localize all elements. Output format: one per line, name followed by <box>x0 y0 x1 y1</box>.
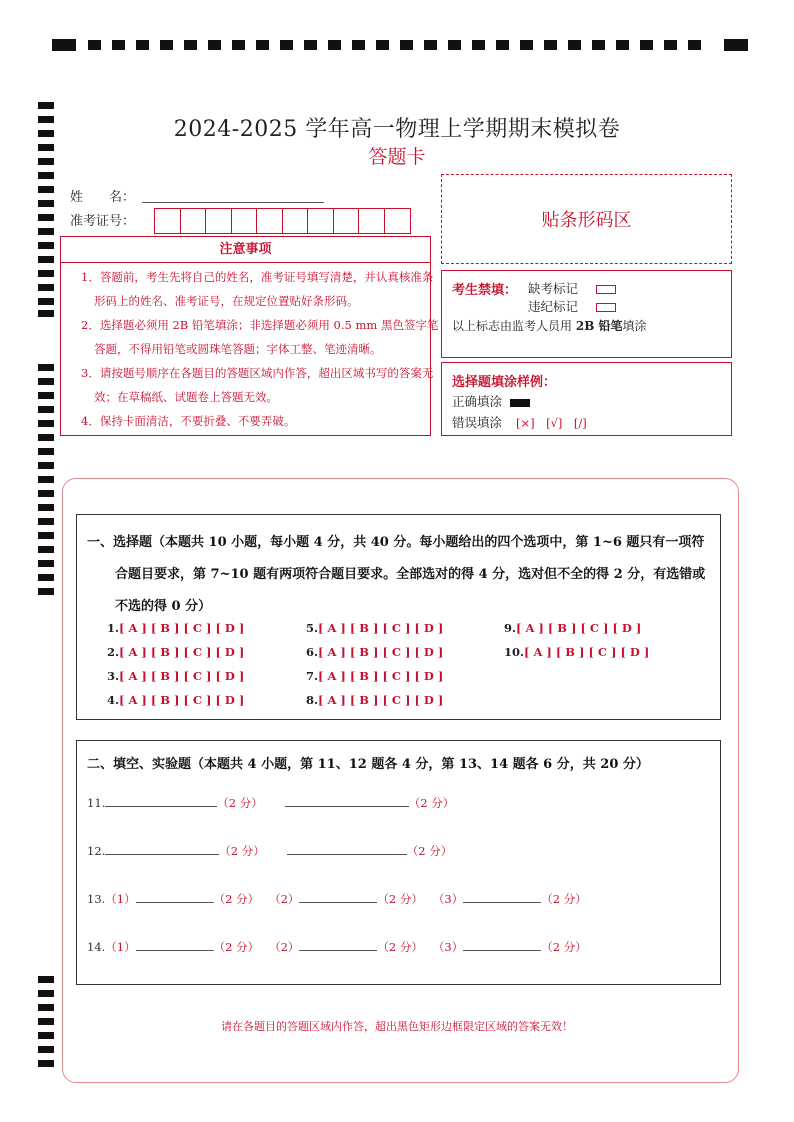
question-4[interactable] <box>107 693 244 707</box>
correct-fill-label: 正确填涂 <box>452 394 503 409</box>
id-digit-box[interactable] <box>385 209 411 233</box>
question-2[interactable] <box>107 645 244 659</box>
barcode-area <box>441 174 732 264</box>
id-digit-box[interactable] <box>308 209 334 233</box>
footer-warning: 请在各题目的答题区域内作答，超出黑色矩形边框限定区域的答案无效！ <box>221 1020 573 1033</box>
answer-options[interactable]: [ A ] [ B ] [ C ] [ D ] <box>119 693 245 707</box>
answer-options[interactable]: [ A ] [ B ] [ C ] [ D ] <box>318 669 444 683</box>
proctor-note-prefix: 以上标志由监考人员用 <box>452 319 573 333</box>
exam-id-boxes[interactable] <box>154 208 411 234</box>
question-number: 14. <box>87 940 106 954</box>
wrong-fill-row <box>452 413 587 431</box>
answer-options[interactable]: [ A ] [ B ] [ C ] [ D ] <box>318 645 444 659</box>
section-choice-text: 一、选择题（本题共 10 小题，每小题 4 分，共 40 分。每小题给出的四个选项中，第 1~6 题只有一项符合题目要求，第 7~10 题有两项符合题目要求。全部选对的得 4 分，选对但不全的得 2 分，有选错或不选的得 0 分） <box>87 535 706 614</box>
timing-marks-top <box>50 38 750 52</box>
points-label: （2 分） <box>377 892 423 906</box>
points-label: （2 分） <box>408 796 455 810</box>
absent-mark-row <box>528 279 616 297</box>
points-label: （2 分） <box>377 940 423 954</box>
notice-box <box>60 236 439 436</box>
id-digit-box[interactable] <box>283 209 309 233</box>
correct-fill-row <box>452 392 530 410</box>
answer-blank[interactable] <box>299 901 377 903</box>
fill-sample-title: 选择题填涂样例： <box>452 375 557 390</box>
answer-blank[interactable] <box>287 853 407 855</box>
question-9[interactable] <box>504 621 641 635</box>
proctor-only-label: 考生禁填： <box>452 283 518 298</box>
part-label: （2） <box>269 892 300 906</box>
points-label: （2 分） <box>219 844 265 858</box>
notice-item: 3．请按题号顺序在各题目的答题区域内作答，超出区域书写的答案无效；在草稿纸、试题卷上答题无效。 <box>81 366 434 404</box>
answer-options[interactable]: [ A ] [ B ] [ C ] [ D ] <box>516 621 642 635</box>
answer-blank[interactable] <box>285 805 409 807</box>
answer-options[interactable]: [ A ] [ B ] [ C ] [ D ] <box>119 645 245 659</box>
notice-title: 注意事项 <box>61 237 430 263</box>
question-number: 2. <box>107 645 120 659</box>
question-number: 6. <box>306 645 319 659</box>
id-digit-box[interactable] <box>181 209 207 233</box>
answer-options[interactable]: [ A ] [ B ] [ C ] [ D ] <box>524 645 650 659</box>
notice-item: 1．答题前，考生先将自己的姓名，准考证号填写清楚，并认真核准条形码上的姓名、准考证号，在规定位置贴好条形码。 <box>81 270 434 308</box>
part-label: （1） <box>105 940 136 954</box>
answer-blank[interactable] <box>136 901 214 903</box>
page-title: 2024-2025 学年高一物理上学期期末模拟卷 <box>173 117 621 142</box>
proctor-note-suffix: 填涂 <box>622 319 647 333</box>
correct-fill-mark <box>510 399 530 407</box>
points-label: （2 分） <box>217 796 263 810</box>
points-label: （2 分） <box>541 892 587 906</box>
question-number: 11. <box>87 796 106 810</box>
answer-options[interactable]: [ A ] [ B ] [ C ] [ D ] <box>318 621 444 635</box>
name-field[interactable] <box>142 202 324 203</box>
page-subtitle: 答题卡 <box>368 146 426 168</box>
question-number: 12. <box>87 844 106 858</box>
answer-blank[interactable] <box>136 949 214 951</box>
question-number: 7. <box>306 669 319 683</box>
timing-marks-left-middle <box>38 364 56 600</box>
answer-options[interactable]: [ A ] [ B ] [ C ] [ D ] <box>119 621 245 635</box>
question-13-row <box>87 891 587 907</box>
question-11-row <box>87 795 454 811</box>
question-number: 4. <box>107 693 120 707</box>
exam-id-label: 准考证号： <box>70 214 136 229</box>
violation-mark-row <box>528 297 616 315</box>
question-number: 5. <box>306 621 319 635</box>
question-number: 13. <box>87 892 106 906</box>
violation-mark-box[interactable] <box>596 303 616 312</box>
question-6[interactable] <box>306 645 443 659</box>
answer-blank[interactable] <box>105 853 219 855</box>
fill-sample-box <box>441 362 732 436</box>
points-label: （2 分） <box>406 844 453 858</box>
absent-mark-label: 缺考标记 <box>528 281 579 296</box>
wrong-fill-marks: [×] [√] [/] <box>516 416 587 430</box>
answer-options[interactable]: [ A ] [ B ] [ C ] [ D ] <box>119 669 245 683</box>
question-number: 9. <box>504 621 517 635</box>
question-10[interactable] <box>504 645 649 659</box>
barcode-label: 贴条形码区 <box>541 210 632 231</box>
part-label: （3） <box>432 892 464 906</box>
question-8[interactable] <box>306 693 443 707</box>
question-7[interactable] <box>306 669 443 683</box>
points-label: （2 分） <box>541 940 587 954</box>
answer-blank[interactable] <box>105 805 217 807</box>
answer-blank[interactable] <box>463 949 541 951</box>
section-fill-in-heading: 二、填空、实验题（本题共 4 小题，第 11、12 题各 4 分，第 13、14 题各 6 分，共 20 分） <box>87 757 649 772</box>
notice-item: 2．选择题必须用 2B 铅笔填涂；非选择题必须用 0.5 mm 黑色签字笔答题，不得用铅笔或圆珠笔答题；字体工整、笔迹清晰。 <box>81 318 439 356</box>
wrong-fill-label: 错误填涂 <box>452 415 503 430</box>
proctor-note-pencil: 2B 铅笔 <box>575 319 623 333</box>
absent-mark-box[interactable] <box>596 285 616 294</box>
part-label: （2） <box>269 940 300 954</box>
question-number: 3. <box>107 669 120 683</box>
question-5[interactable] <box>306 621 443 635</box>
name-label: 姓 名： <box>70 190 136 205</box>
question-number: 10. <box>504 645 525 659</box>
question-14-row <box>87 939 587 955</box>
question-1[interactable] <box>107 621 244 635</box>
section-choice <box>76 514 721 720</box>
violation-mark-label: 违纪标记 <box>528 299 579 314</box>
section-fill-in <box>76 740 721 985</box>
answer-blank[interactable] <box>463 901 541 903</box>
points-label: （2 分） <box>213 892 260 906</box>
id-digit-box[interactable] <box>334 209 360 233</box>
answer-blank[interactable] <box>299 949 377 951</box>
proctor-only-box <box>441 270 732 358</box>
part-label: （1） <box>105 892 136 906</box>
id-digit-box[interactable] <box>257 209 283 233</box>
question-12-row <box>87 843 452 859</box>
question-number: 1. <box>107 621 120 635</box>
id-digit-box[interactable] <box>155 209 181 233</box>
question-number: 8. <box>306 693 319 707</box>
section-choice-heading <box>87 527 717 623</box>
part-label: （3） <box>432 940 464 954</box>
notice-list <box>67 265 439 433</box>
question-3[interactable] <box>107 669 244 683</box>
answer-options[interactable]: [ A ] [ B ] [ C ] [ D ] <box>318 693 444 707</box>
points-label: （2 分） <box>213 940 260 954</box>
id-digit-box[interactable] <box>359 209 385 233</box>
id-digit-box[interactable] <box>206 209 232 233</box>
id-digit-box[interactable] <box>232 209 258 233</box>
notice-item: 4．保持卡面清洁，不要折叠、不要弄破。 <box>81 414 296 428</box>
proctor-note <box>452 317 647 334</box>
